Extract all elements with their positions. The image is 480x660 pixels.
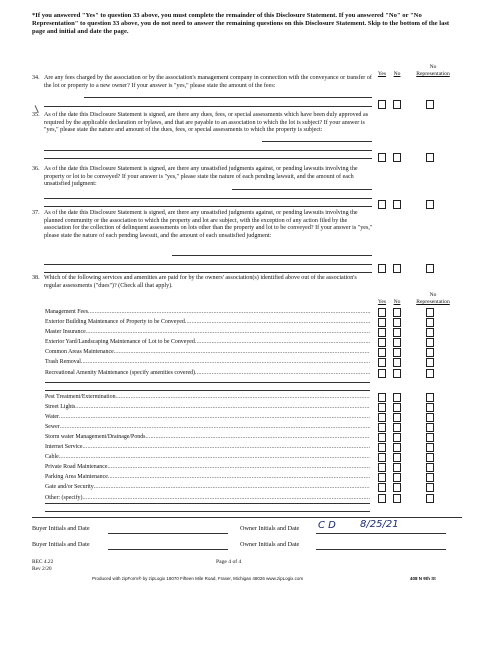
service-label: Street Lights — [45, 404, 76, 410]
service-label: Sewer — [45, 424, 60, 430]
service-yes-checkbox[interactable] — [378, 494, 386, 503]
service-label: Parking Area Maintenance — [45, 474, 108, 480]
question-36: 36. As of the date this Disclosure Statement is signed, are there any unsatisfied judgments against, or pending lawsuits involving the property or lot to be conveyed? If your answer is "yes," please state the nature of each pending lawsuit, and the amount of each unsatisfied judgment: — [32, 166, 358, 188]
buyer-initials-label-2: Buyer Initials and Date — [32, 541, 90, 548]
service-yes-checkbox[interactable] — [378, 473, 386, 482]
service-no-checkbox[interactable] — [393, 473, 401, 482]
service-no-checkbox[interactable] — [393, 403, 401, 412]
service-no-rep-checkbox[interactable] — [426, 433, 434, 442]
question-35: 35. As of the date this Disclosure Statement is signed, are there any dues, fees, or special assessments which have been duly approved as required by the applicable declaration or bylaws, and that are payable to an association to which the lot is subject? If your answer is "yes," please state the nature and amount of the dues, fees, or special assessments to which the property is subject: — [32, 112, 369, 134]
service-label: Water — [45, 414, 59, 420]
service-yes-checkbox[interactable] — [378, 483, 386, 492]
buyer-initials-label-1: Buyer Initials and Date — [32, 525, 90, 532]
service-no-checkbox[interactable] — [393, 453, 401, 462]
service-item — [45, 494, 370, 503]
service-yes-checkbox[interactable] — [378, 453, 386, 462]
page-number: Page 4 of 4 — [216, 559, 242, 565]
service-label: Trash Removal — [45, 359, 81, 365]
services-header-yes: Yes — [377, 299, 387, 305]
service-label: Exterior Yard/Landscaping Maintenance of Lot to be Conveyed — [45, 339, 195, 345]
owner-initials-label-2: Owner Initials and Date — [240, 541, 300, 548]
service-yes-checkbox[interactable] — [378, 423, 386, 432]
service-label: Cable — [45, 454, 59, 460]
service-no-checkbox[interactable] — [393, 308, 401, 317]
service-no-rep-checkbox[interactable] — [426, 483, 434, 492]
service-yes-checkbox[interactable] — [378, 403, 386, 412]
service-no-rep-checkbox[interactable] — [426, 393, 434, 402]
service-label: Gate and/or Security — [45, 484, 94, 490]
q36-no-rep-checkbox[interactable] — [426, 200, 434, 209]
service-no-checkbox[interactable] — [393, 413, 401, 422]
q34-no-checkbox[interactable] — [393, 100, 401, 109]
service-label: Exterior Building Maintenance of Property to be Conveyed — [45, 319, 185, 325]
service-yes-checkbox[interactable] — [378, 413, 386, 422]
q34-yes-checkbox[interactable] — [378, 100, 386, 109]
service-no-checkbox[interactable] — [393, 369, 401, 378]
form-code: REC 4.22 — [32, 559, 54, 565]
service-no-rep-checkbox[interactable] — [426, 473, 434, 482]
produced-by: Produced with zipForm® by zipLogix 18070 Fifteen Mile Road, Fraser, Michigan 48026 www.zipLogix.com — [92, 576, 304, 581]
service-no-checkbox[interactable] — [393, 483, 401, 492]
service-no-rep-checkbox[interactable] — [426, 318, 434, 327]
q36-yes-checkbox[interactable] — [378, 200, 386, 209]
service-label: Pest Treatment/Extermination — [45, 394, 116, 400]
service-no-checkbox[interactable] — [393, 358, 401, 367]
service-no-rep-checkbox[interactable] — [426, 369, 434, 378]
service-no-checkbox[interactable] — [393, 338, 401, 347]
service-item — [45, 308, 370, 317]
service-label: Management Fees — [45, 309, 89, 315]
q37-no-checkbox[interactable] — [393, 264, 401, 273]
service-no-rep-checkbox[interactable] — [426, 358, 434, 367]
service-yes-checkbox[interactable] — [378, 318, 386, 327]
service-label: Common Areas Maintenance — [45, 349, 114, 355]
q35-no-checkbox[interactable] — [393, 153, 401, 162]
service-item — [45, 393, 370, 402]
service-no-rep-checkbox[interactable] — [426, 338, 434, 347]
services-header-no: No — [393, 299, 401, 305]
service-item — [45, 443, 370, 452]
service-no-rep-checkbox[interactable] — [426, 463, 434, 472]
service-item — [45, 369, 370, 378]
question-37: 37. As of the date this Disclosure Statement is signed, are there any unsatisfied judgments against, or pending lawsuits involving the planned community or the association to which the property and lot are subject, with the exception of any action filed by the association for the collection of delinquent assessments on lots other than the property and lot to be conveyed? If your answer is "yes," please state the nature of each pending lawsuit, and the amount of each unsatisfied judgment: — [32, 210, 373, 239]
service-item — [45, 318, 370, 327]
service-item — [45, 433, 370, 442]
services-header-no-rep-1: No — [429, 292, 437, 298]
service-no-checkbox[interactable] — [393, 423, 401, 432]
service-no-checkbox[interactable] — [393, 328, 401, 337]
service-no-checkbox[interactable] — [393, 463, 401, 472]
service-no-rep-checkbox[interactable] — [426, 494, 434, 503]
service-no-rep-checkbox[interactable] — [426, 308, 434, 317]
header-no-rep-2: Representation — [416, 71, 450, 77]
header-yes: Yes — [377, 71, 387, 77]
service-yes-checkbox[interactable] — [378, 328, 386, 337]
service-yes-checkbox[interactable] — [378, 369, 386, 378]
service-item — [45, 328, 370, 337]
service-no-checkbox[interactable] — [393, 443, 401, 452]
service-yes-checkbox[interactable] — [378, 393, 386, 402]
service-item — [45, 358, 370, 367]
service-label: Other: (specify) — [45, 495, 83, 501]
service-item — [45, 453, 370, 462]
service-item — [45, 483, 370, 492]
service-no-rep-checkbox[interactable] — [426, 348, 434, 357]
service-no-rep-checkbox[interactable] — [426, 423, 434, 432]
owner-date-handwritten: 8/25/21 — [360, 519, 399, 530]
service-no-checkbox[interactable] — [393, 433, 401, 442]
owner-initials-label-1: Owner Initials and Date — [240, 525, 300, 532]
service-yes-checkbox[interactable] — [378, 348, 386, 357]
service-no-checkbox[interactable] — [393, 348, 401, 357]
service-label: Internet Service — [45, 444, 83, 450]
intro-instructions: *If you answered "Yes" to question 33 above, you must complete the remainder of this Disclosure Statement. If you answered "No" or "No Representation" to question 33 above, you do not need to answer the remaining questions on this Disclosure Statement. Skip to the bottom of the last page and initial and date the page. — [32, 12, 450, 36]
service-item — [45, 338, 370, 347]
owner-initials-handwritten: C D — [318, 520, 336, 531]
service-no-rep-checkbox[interactable] — [426, 443, 434, 452]
service-no-rep-checkbox[interactable] — [426, 453, 434, 462]
q37-yes-checkbox[interactable] — [378, 264, 386, 273]
q34-no-rep-checkbox[interactable] — [426, 100, 434, 109]
service-label: Master Insurance — [45, 329, 86, 335]
service-no-checkbox[interactable] — [393, 393, 401, 402]
q35-yes-checkbox[interactable] — [378, 153, 386, 162]
services-header-no-rep-2: Representation — [416, 299, 450, 305]
question-34: 34. Are any fees charged by the association or by the association's management company in connection with the conveyance or transfer of the lot or property to a new owner? If your answer is "yes," please state the amount of the fees: — [32, 75, 372, 89]
header-no: No — [393, 71, 401, 77]
question-38: 38. Which of the following services and amenities are paid for by the owners' association(s) identified above out of the association's regular assessments ("dues")? (Check all that apply). — [32, 275, 357, 289]
service-no-rep-checkbox[interactable] — [426, 413, 434, 422]
service-yes-checkbox[interactable] — [378, 308, 386, 317]
form-revision: Rev 2/20 — [32, 566, 52, 572]
service-item — [45, 403, 370, 412]
service-yes-checkbox[interactable] — [378, 433, 386, 442]
service-yes-checkbox[interactable] — [378, 443, 386, 452]
service-label: Private Road Maintenance — [45, 464, 108, 470]
service-item — [45, 423, 370, 432]
service-no-rep-checkbox[interactable] — [426, 403, 434, 412]
header-no-rep-1: No — [429, 64, 437, 70]
service-no-checkbox[interactable] — [393, 494, 401, 503]
q35-no-rep-checkbox[interactable] — [426, 153, 434, 162]
service-item — [45, 473, 370, 482]
service-yes-checkbox[interactable] — [378, 463, 386, 472]
service-item — [45, 413, 370, 422]
service-no-checkbox[interactable] — [393, 318, 401, 327]
service-label: Recreational Amenity Maintenance (specify amenities covered) — [45, 370, 195, 376]
service-label: Storm water Management/Drainage/Ponds — [45, 434, 146, 440]
file-name: 408 N 9th St — [410, 576, 436, 581]
q36-no-checkbox[interactable] — [393, 200, 401, 209]
q37-no-rep-checkbox[interactable] — [426, 264, 434, 273]
service-item — [45, 463, 370, 472]
service-yes-checkbox[interactable] — [378, 338, 386, 347]
service-no-rep-checkbox[interactable] — [426, 328, 434, 337]
service-yes-checkbox[interactable] — [378, 358, 386, 367]
service-item — [45, 348, 370, 357]
